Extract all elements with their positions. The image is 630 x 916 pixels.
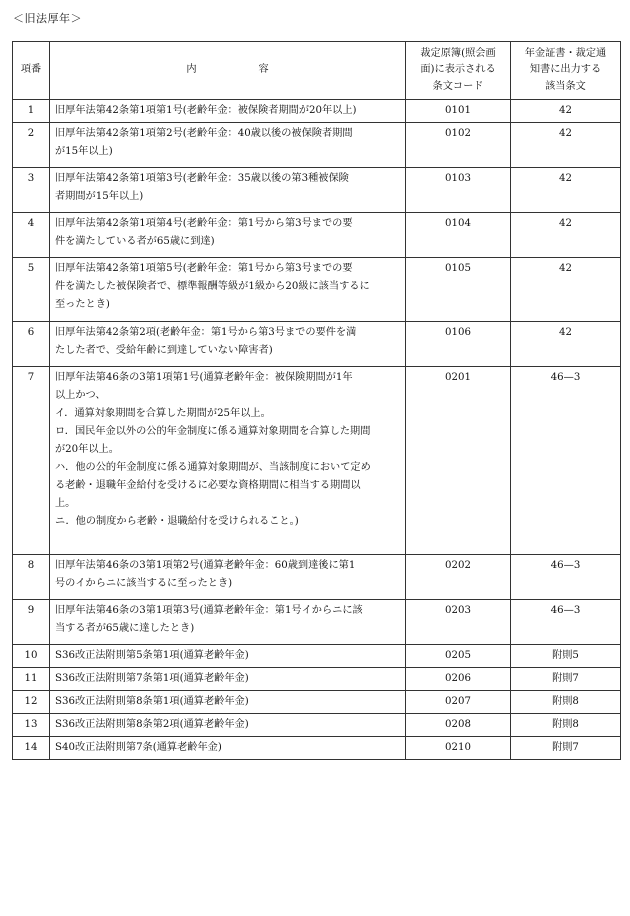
content-line: 件を満たした被保険者で、標準報酬等級が1級から20級に該当するに: [55, 281, 370, 292]
row-number: 5: [13, 258, 50, 322]
content-line: 上。: [55, 498, 76, 509]
row-content: [50, 691, 406, 714]
table-row: [13, 258, 621, 322]
content-line: S36改正法附則第5条第1項(通算老齢年金): [55, 650, 249, 661]
header-article-line: 知書に出力する: [529, 64, 602, 76]
row-number: 3: [13, 168, 50, 213]
table-row: [13, 123, 621, 168]
content-line: 者期間が15年以上): [55, 191, 144, 202]
row-number: 7: [13, 367, 50, 555]
content-line: る老齢・退職年金給付を受けるに必要な資格期間に相当する期間以: [55, 480, 361, 491]
table-row: [13, 322, 621, 367]
content-line: 以上かつ、: [55, 390, 106, 401]
table-row: [13, 213, 621, 258]
header-code: [406, 42, 511, 100]
row-code: 0202: [406, 555, 511, 600]
row-content: [50, 258, 406, 322]
row-article: 42: [511, 168, 621, 213]
row-content: [50, 714, 406, 737]
row-article: 附則7: [511, 668, 621, 691]
content-line: ハ．他の公的年金制度に係る通算対象期間が、当該制度において定め: [55, 462, 371, 473]
content-line: S40改正法附則第7条(通算老齢年金): [55, 742, 222, 753]
row-number: 1: [13, 100, 50, 123]
row-code: 0205: [406, 645, 511, 668]
row-code: 0102: [406, 123, 511, 168]
row-code: 0103: [406, 168, 511, 213]
row-code: 0208: [406, 714, 511, 737]
content-line: イ．通算対象期間を合算した期間が25年以上。: [55, 408, 271, 419]
row-code: 0105: [406, 258, 511, 322]
row-article: 46—3: [511, 600, 621, 645]
row-article: 42: [511, 213, 621, 258]
table-row: [13, 100, 621, 123]
table-row: [13, 367, 621, 555]
row-article: 42: [511, 258, 621, 322]
header-article-line: 年金証書・裁定通: [524, 47, 607, 59]
content-line: 旧厚年法第46条の3第1項第2号(通算老齢年金：60歳到達後に第1: [55, 560, 356, 571]
table-body: [13, 100, 621, 760]
row-number: 12: [13, 691, 50, 714]
row-article: 附則8: [511, 691, 621, 714]
table-row: [13, 668, 621, 691]
row-article: 附則7: [511, 737, 621, 760]
row-article: 42: [511, 123, 621, 168]
row-content: [50, 737, 406, 760]
content-line: が15年以上): [55, 146, 113, 157]
row-article: 46—3: [511, 555, 621, 600]
row-content: [50, 322, 406, 367]
row-code: 0207: [406, 691, 511, 714]
table-row: [13, 168, 621, 213]
row-article: 附則5: [511, 645, 621, 668]
row-content: [50, 555, 406, 600]
row-article: 42: [511, 100, 621, 123]
header-no: 項番: [13, 42, 50, 100]
row-content: [50, 668, 406, 691]
row-code: 0210: [406, 737, 511, 760]
content-line: 旧厚年法第46条の3第1項第1号(通算老齢年金：被保険期間が1年: [55, 372, 353, 383]
row-content: [50, 213, 406, 258]
row-code: 0203: [406, 600, 511, 645]
table-row: [13, 555, 621, 600]
content-line: ニ．他の制度から老齢・退職給付を受けられること。): [55, 516, 299, 527]
row-content: [50, 168, 406, 213]
header-content-a: 内: [186, 64, 197, 76]
table-row: [13, 600, 621, 645]
header-code-line: 裁定原簿(照会画: [420, 47, 496, 59]
header-content: [50, 42, 406, 100]
table-row: [13, 645, 621, 668]
row-number: 2: [13, 123, 50, 168]
content-line: ロ．国民年金以外の公的年金制度に係る通算対象期間を合算した期間: [55, 426, 371, 437]
table-row: [13, 714, 621, 737]
header-code-line: 条文コード: [432, 80, 484, 92]
row-content: [50, 600, 406, 645]
row-article: 46—3: [511, 367, 621, 555]
table-header-row: [13, 42, 621, 100]
header-content-b: 容: [258, 64, 269, 76]
content-line: S36改正法附則第8条第1項(通算老齢年金): [55, 696, 249, 707]
header-code-line: 面)に表示される: [420, 64, 496, 76]
row-code: 0104: [406, 213, 511, 258]
content-line: 旧厚年法第42条第1項第4号(老齢年金：第1号から第3号までの要: [55, 218, 353, 229]
header-article-line: 該当条文: [545, 80, 586, 92]
content-line: 旧厚年法第42条第1項第1号(老齢年金：被保険者期間が20年以上): [55, 105, 357, 116]
content-line: 旧厚年法第46条の3第1項第3号(通算老齢年金：第1号イからニに該: [55, 605, 363, 616]
row-code: 0101: [406, 100, 511, 123]
row-number: 14: [13, 737, 50, 760]
row-number: 8: [13, 555, 50, 600]
content-line: 当する者が65歳に達したとき): [55, 623, 195, 634]
row-content: [50, 367, 406, 555]
content-line: 至ったとき): [55, 299, 110, 310]
section-heading: ＜旧法厚年＞: [13, 12, 82, 25]
content-line: 旧厚年法第42条第1項第3号(老齢年金：35歳以後の第3種被保険: [55, 173, 349, 184]
article-code-table: [12, 41, 621, 760]
content-line: たした者で、受給年齢に到達していない障害者): [55, 345, 273, 356]
table-row: [13, 737, 621, 760]
row-content: [50, 100, 406, 123]
content-line: が20年以上。: [55, 444, 119, 455]
row-content: [50, 645, 406, 668]
row-code: 0206: [406, 668, 511, 691]
content-line: 旧厚年法第42条第1項第2号(老齢年金：40歳以後の被保険者期間: [55, 128, 353, 139]
row-number: 9: [13, 600, 50, 645]
content-line: 旧厚年法第42条第1項第5号(老齢年金：第1号から第3号までの要: [55, 263, 353, 274]
row-code: 0201: [406, 367, 511, 555]
row-code: 0106: [406, 322, 511, 367]
row-article: 42: [511, 322, 621, 367]
row-number: 10: [13, 645, 50, 668]
table-row: [13, 691, 621, 714]
content-line: 号のイからニに該当するに至ったとき): [55, 578, 233, 589]
row-number: 13: [13, 714, 50, 737]
content-line: S36改正法附則第8条第2項(通算老齢年金): [55, 719, 249, 730]
row-content: [50, 123, 406, 168]
row-article: 附則8: [511, 714, 621, 737]
row-number: 11: [13, 668, 50, 691]
header-article: [511, 42, 621, 100]
content-line: 件を満たしている者が65歳に到達): [55, 236, 215, 247]
content-line: 旧厚年法第42条第2項(老齢年金：第1号から第3号までの要件を満: [55, 327, 357, 338]
content-line: S36改正法附則第7条第1項(通算老齢年金): [55, 673, 249, 684]
row-number: 4: [13, 213, 50, 258]
row-number: 6: [13, 322, 50, 367]
